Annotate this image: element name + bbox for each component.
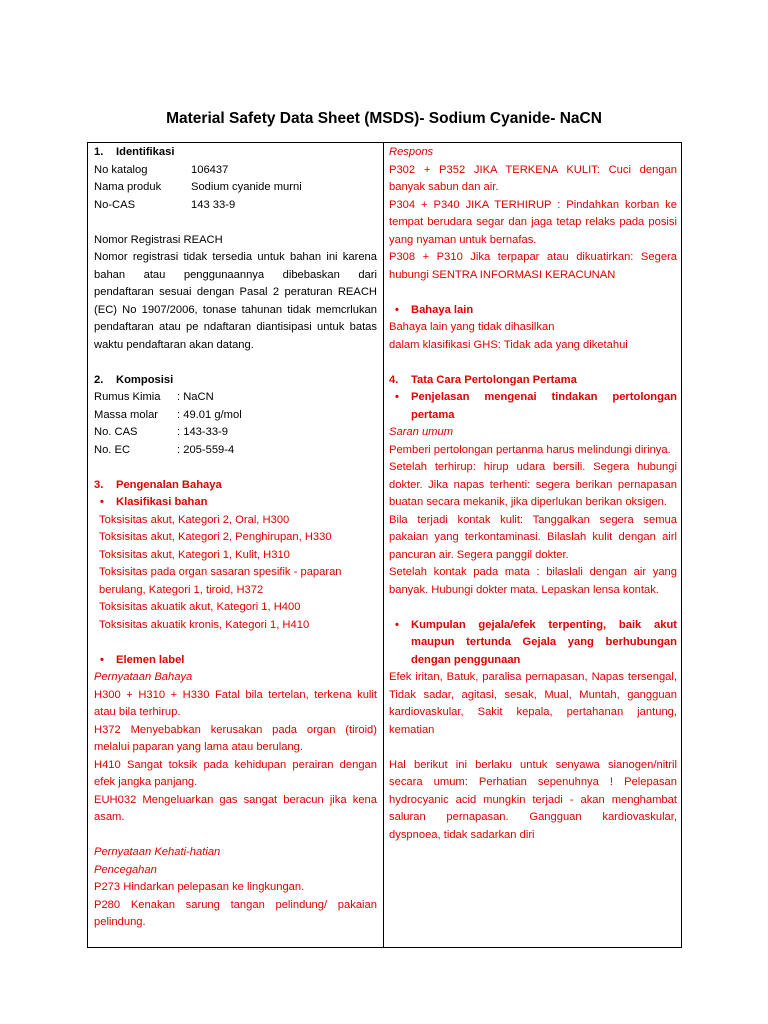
- komposisi-key: Massa molar: [94, 408, 159, 421]
- respons-item: P304 + P340 JIKA TERHIRUP : Pindahkan korban ke tempat berudara segar dan jaga tetap relaks pada posisi yang nyaman untuk bernafas.: [389, 198, 677, 246]
- bullet-kumpulan-gejala: [389, 617, 677, 670]
- id-key: No katalog: [94, 163, 148, 176]
- pernyataan-kehati-label: Pernyataan Kehati-hatian: [94, 846, 221, 858]
- bullet-klasifikasi: [94, 494, 377, 512]
- komposisi-row: [94, 424, 377, 442]
- reach-title: Nomor Registrasi REACH: [94, 233, 223, 246]
- section-3: [94, 477, 377, 932]
- respons-label: Respons: [389, 146, 434, 158]
- klasifikasi-item: Toksisitas akuatik akut, Kategori 1, H400: [99, 601, 301, 613]
- bullet-icon: •: [100, 496, 104, 508]
- section-title: Identifikasi: [116, 146, 175, 158]
- klasifikasi-list: [94, 512, 377, 635]
- bullet-title: Bahaya lain: [411, 303, 474, 316]
- klasifikasi-item: Toksisitas akut, Kategori 2, Oral, H300: [99, 513, 290, 526]
- bullet-title: Elemen label: [116, 653, 185, 666]
- bullet-title: Kumpulan gejala/efek terpenting, baik akut maupun tertunda Gejala yang berhubungan dengan penggunaan: [411, 618, 677, 666]
- bullet-bahaya-lain: [389, 302, 677, 320]
- bullet-elemen-label: [94, 652, 377, 670]
- pencegahan-label: Pencegahan: [94, 863, 157, 876]
- hal-berikut-text: Hal berikut ini berlaku untuk senyawa sianogen/nitril secara umum: Perhatian sepenuhnya ! Pelepasan hydrocyanic acid mungkin terjadi - akan menghambat saluran pernapasan. Gangguan kardiovaskular, dyspnoea, tidak sadarkan diri: [389, 758, 677, 841]
- id-row-cas: [94, 197, 377, 215]
- id-key: No-CAS: [94, 198, 136, 211]
- section-1-heading: [94, 144, 377, 162]
- section-4-heading: [389, 372, 677, 390]
- id-value: Sodium cyanide murni: [191, 181, 302, 193]
- id-value: 106437: [191, 163, 229, 176]
- saran-item: Setelah terhirup: hirup udara bersili. Segera hubungi dokter. Jika napas terhenti: segera berikan pernapasan buatan secara mekanik, jika diperlukan berikan oksigen.: [389, 461, 677, 508]
- komposisi-value: : 143-33-9: [177, 426, 228, 438]
- respons-item: P308 + P310 Jika terpapar atau dikuatirkan: Segera hubungi SENTRA INFORMASI KERACUNAN: [389, 251, 677, 281]
- bullet-icon: •: [395, 618, 399, 631]
- komposisi-value: : NaCN: [177, 391, 214, 403]
- bullet-title: Penjelasan mengenai tindakan pertolongan pertama: [411, 391, 677, 421]
- pernyataan-bahaya-label: Pernyataan Bahaya: [94, 671, 193, 683]
- section-title: Pengenalan Bahaya: [116, 478, 222, 491]
- komposisi-key: No. EC: [94, 443, 131, 456]
- saran-item: Setelah kontak pada mata : bilaslali dengan air yang banyak. Hubungi dokter mata. Lepaskan lensa kontak.: [389, 566, 677, 596]
- section-number: 1.: [94, 146, 104, 158]
- left-column: [94, 144, 377, 932]
- bullet-icon: •: [395, 303, 399, 316]
- saran-item: Bila terjadi kontak kulit: Tanggalkan segera semua pakaian yang terkontaminasi. Bilaslah kulit dengan airl pancuran air. Segera panggil dokter.: [389, 513, 677, 561]
- bullet-penjelasan: [389, 389, 677, 424]
- column-divider: [383, 143, 384, 947]
- komposisi-value: : 49.01 g/mol: [177, 408, 242, 421]
- klasifikasi-item: Toksisitas pada organ sasaran spesifik - paparan berulang, Kategori 1, tiroid, H372: [99, 566, 342, 596]
- id-value: 143 33-9: [191, 198, 236, 211]
- reach-text: Nomor registrasi tidak tersedia untuk bahan ini karena bahan atau penggunaannya dibebaskan dari pendaftaran sesuai dengan Pasal 2 peraturan REACH (EC) No 1907/2006, tonase tahunan tidak memcrlukan pendaftaran atau pe ndaftaran diantisipasi untuk batas waktu pendaftaran akan datang.: [94, 251, 377, 351]
- section-number: 3.: [94, 478, 104, 491]
- komposisi-key: Rumus Kimia: [94, 391, 161, 403]
- komposisi-key: No. CAS: [94, 426, 138, 438]
- pencegahan-item: P273 Hindarkan pelepasan ke lingkungan.: [94, 881, 305, 893]
- komposisi-row: [94, 442, 377, 460]
- bahaya-lain-text: dalam klasifikasi GHS: Tidak ada yang diketahui: [389, 338, 628, 351]
- saran-umum-label: Saran umum: [389, 426, 454, 438]
- saran-item: Pemberi pertolongan pertanma harus melindungi dirinya.: [389, 443, 671, 456]
- bullet-icon: •: [395, 391, 399, 403]
- section-title: Komposisi: [116, 373, 174, 386]
- bahaya-lain-text: Bahaya lain yang tidak dihasilkan: [389, 321, 555, 333]
- komposisi-value: : 205-559-4: [177, 443, 235, 456]
- section-2-heading: [94, 372, 377, 390]
- section-title: Tata Cara Pertolongan Pertama: [411, 373, 577, 386]
- bahaya-item: H410 Sangat toksik pada kehidupan perairan dengan efek jangka panjang.: [94, 758, 377, 788]
- msds-table: [87, 142, 682, 948]
- klasifikasi-item: Toksisitas akut, Kategori 1, Kulit, H310: [99, 548, 290, 561]
- bahaya-item: H300 + H310 + H330 Fatal bila tertelan, terkena kulit atau bila terhirup.: [94, 688, 377, 718]
- efek-text: Efek iritan, Batuk, paralisa pernapasan, Napas tersengal, Tidak sadar, agitasi, sesak, Mual, Muntah, gangguan kardiovaskular, Sakit kepala, pertahanan jantung, kematian: [389, 671, 677, 736]
- bahaya-item: H372 Menyebabkan kerusakan pada organ (tiroid) melalui paparan yang lama atau berulang.: [94, 723, 377, 753]
- bullet-icon: •: [100, 653, 104, 666]
- klasifikasi-item: Toksisitas akut, Kategori 2, Penghirupan, H330: [99, 531, 332, 543]
- document-title: Material Safety Data Sheet (MSDS)- Sodium Cyanide- NaCN: [166, 110, 602, 127]
- komposisi-row: [94, 389, 377, 407]
- komposisi-row: [94, 407, 377, 425]
- section-number: 2.: [94, 373, 104, 386]
- id-row-product: [94, 179, 377, 197]
- bullet-title: Klasifikasi bahan: [116, 496, 208, 508]
- klasifikasi-item: Toksisitas akuatik kronis, Kategori 1, H410: [99, 618, 310, 631]
- pencegahan-item: P280 Kenakan sarung tangan pelindung/ pakaian pelindung.: [94, 898, 377, 928]
- right-column: [389, 144, 677, 844]
- id-key: Nama produk: [94, 181, 162, 193]
- section-number: 4.: [389, 373, 399, 386]
- respons-item: P302 + P352 JIKA TERKENA KULIT: Cuci dengan banyak sabun dan air.: [389, 163, 677, 193]
- bahaya-item: EUH032 Mengeluarkan gas sangat beracun jika kena asam.: [94, 793, 377, 823]
- section-3-heading: [94, 477, 377, 495]
- id-row-catalog: [94, 162, 377, 180]
